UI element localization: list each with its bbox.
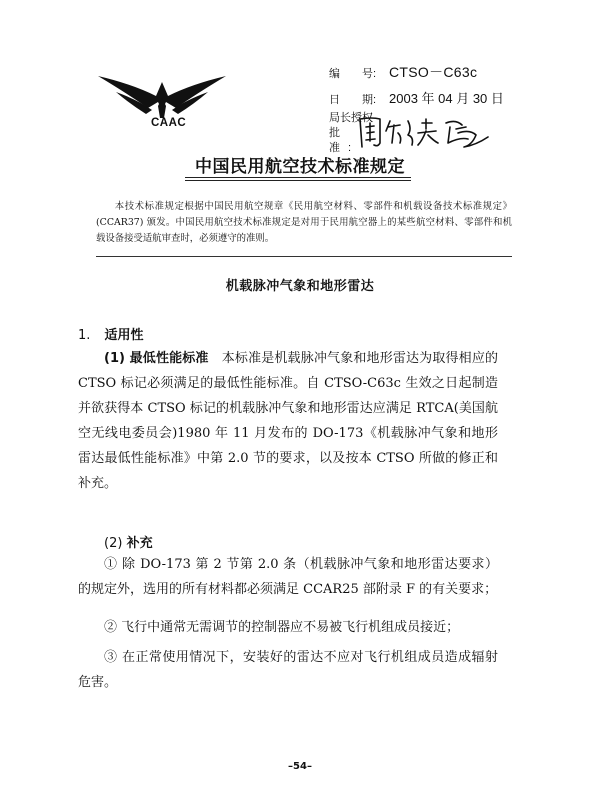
heading-text: 适用性 (104, 328, 144, 343)
list-item-2: ② 飞行中通常无需调节的控制器应不易被飞行机组成员接近； (104, 620, 460, 635)
list-item-1: ① 除 DO-173 第 2 节第 2.0 条（机载脉冲气象和地形雷达要求）的规定外，选用的所有材料都必须满足 CCAR25 部附录 F 的有关要求； (78, 557, 498, 597)
section-title: 机载脉冲气象和地形雷达 (225, 279, 375, 294)
list-item-3: ③ 在正常使用情况下，安装好的雷达不应对飞行机组成员造成辐射危害。 (78, 650, 498, 690)
date-value: 2003 年 04 月 30 日 (389, 91, 504, 106)
caac-eagle-logo-icon (96, 62, 228, 146)
approval-label-line2: 批准: (329, 127, 360, 154)
subheading-text: 补充 (126, 536, 153, 551)
heading-supplement (104, 532, 153, 551)
issuance-notice: 本技术标准规定根据中国民用航空规章《民用航空材料、零部件和机载设备技术标准规定》(CCAR37) 颁发。中国民用航空技术标准规定是对用于民用航空器上的某些航空材料、零部件和机载设备接受适航审查时，必须遵守的准则。 (96, 201, 512, 244)
date-row (329, 88, 504, 107)
paragraph-lead (104, 351, 209, 366)
subheading-number: (2) (104, 536, 123, 551)
number-row (329, 62, 477, 82)
title-underline-bottom (185, 180, 411, 181)
approval-label-line1: 局长授权 (329, 112, 373, 124)
number-label: 编 号: (329, 68, 377, 80)
heading-applicability (78, 324, 144, 343)
date-label: 日 期: (329, 94, 377, 106)
page-number: –54– (288, 761, 312, 772)
number-value: CTSO－C63c (389, 64, 478, 80)
title-underline-top (185, 177, 411, 178)
logo-text: CAAC (151, 117, 187, 129)
paragraph-text: 本标准是机载脉冲气象和地形雷达为取得相应的 CTSO 标记必须满足的最低性能标准。自 CTSO-C63c 生效之日起制造并欲获得本 CTSO 标记的机载脉冲气象和地形雷达应满足 RTCA(美国航空无线电委员会)1980 年 11 月发布的 DO-173《机载脉冲气象和地形雷达最低性能标准》中第 2.0 节的要求，以及按本 CTSO 所做的修正和补充。 (78, 351, 498, 491)
handwritten-signature-icon (356, 113, 496, 153)
heading-number: 1. (78, 328, 91, 343)
notice-divider (96, 256, 512, 257)
paragraph-min-performance (78, 346, 498, 496)
document-title: 中国民用航空技术标准规定 (195, 157, 405, 177)
paragraph-lead-text: (1) 最低性能标准 (104, 351, 209, 366)
